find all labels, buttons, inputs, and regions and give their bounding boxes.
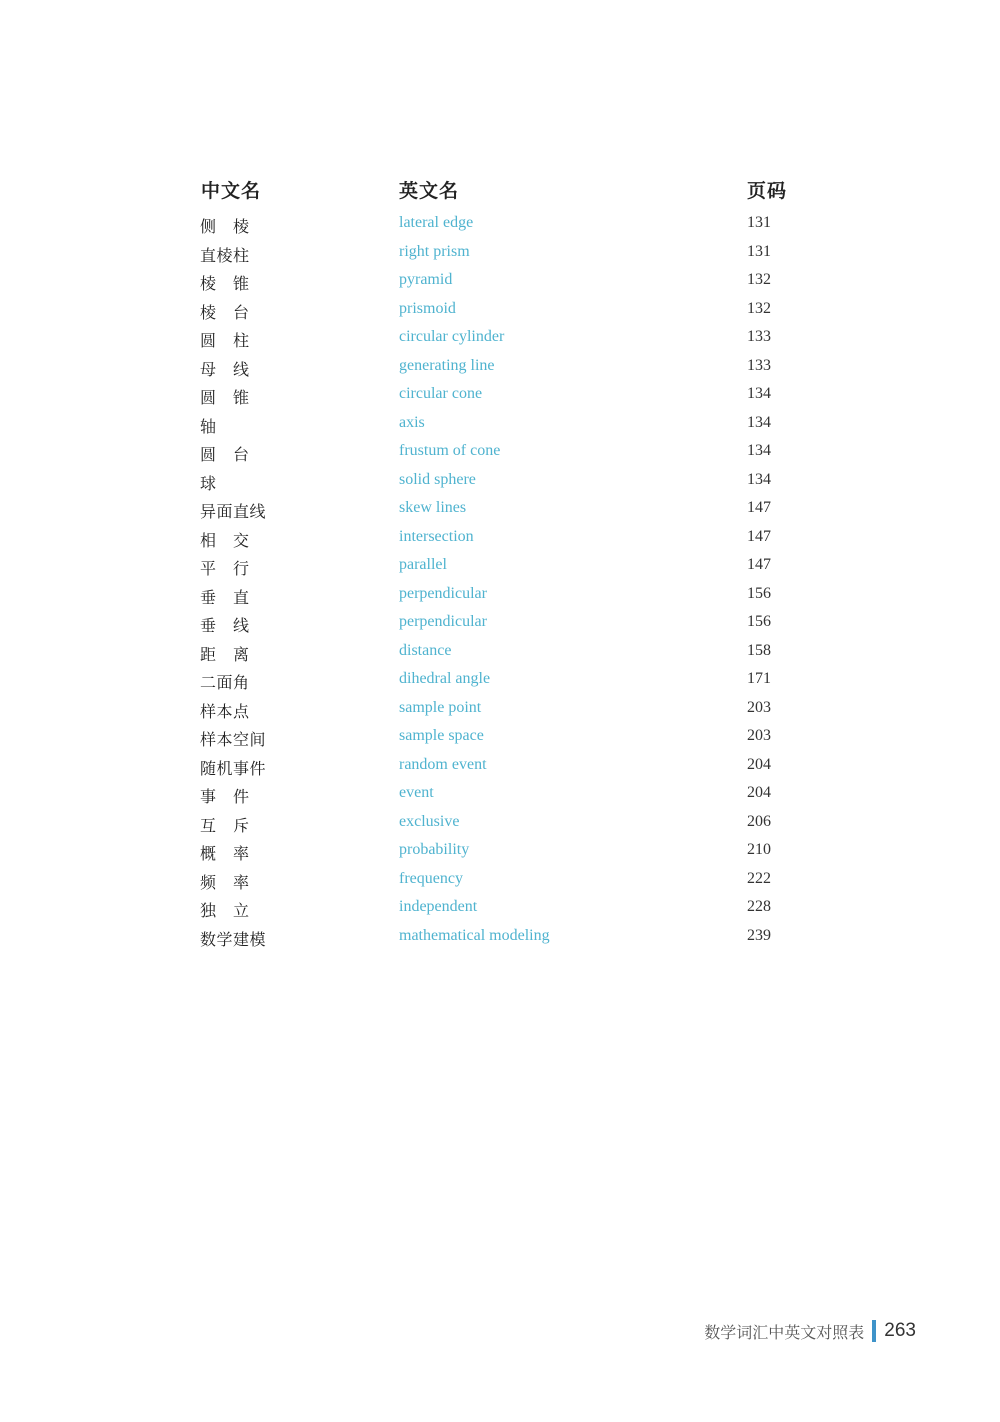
table-row <box>0 582 1000 611</box>
english-term: parallel <box>399 556 447 573</box>
chinese-term: 数学建模 <box>200 929 267 949</box>
header-chinese-name: 中文名 <box>201 180 262 202</box>
english-term: intersection <box>399 527 474 545</box>
page-reference: 228 <box>747 898 771 915</box>
page-reference: 132 <box>747 271 771 288</box>
english-term: lateral edge <box>399 214 474 231</box>
page-reference: 131 <box>747 214 771 231</box>
table-row <box>0 496 1000 525</box>
chinese-term: 球 <box>200 473 217 493</box>
table-row <box>0 753 1000 782</box>
chinese-term: 概 率 <box>200 844 250 863</box>
table-row <box>0 639 1000 668</box>
chinese-term: 相 交 <box>200 530 250 550</box>
english-term: exclusive <box>399 812 460 830</box>
chinese-term: 距 离 <box>200 644 250 664</box>
page-reference: 134 <box>747 385 771 402</box>
table-row <box>0 325 1000 354</box>
table-row <box>0 439 1000 468</box>
english-term: circular cone <box>399 385 483 402</box>
chinese-term: 母 线 <box>200 359 250 379</box>
english-term: sample point <box>399 698 482 716</box>
page-reference: 206 <box>747 812 771 830</box>
english-term: frequency <box>399 869 463 887</box>
chinese-term: 事 件 <box>200 787 250 806</box>
english-term: independent <box>399 898 478 915</box>
chinese-term: 棱 台 <box>200 302 250 322</box>
page-reference: 210 <box>747 841 771 858</box>
table-row <box>0 610 1000 639</box>
table-row <box>0 240 1000 269</box>
english-term: frustum of cone <box>399 442 501 459</box>
chinese-term: 异面直线 <box>200 502 267 521</box>
page-reference: 132 <box>747 299 771 317</box>
english-term: event <box>399 784 434 801</box>
table-row <box>0 867 1000 896</box>
english-term: circular cylinder <box>399 328 505 345</box>
table-row <box>0 268 1000 297</box>
english-term: pyramid <box>399 271 453 288</box>
footer-title: 数学词汇中英文对照表 <box>704 1322 865 1342</box>
english-term: distance <box>399 641 452 659</box>
page-reference: 133 <box>747 328 771 345</box>
page-reference: 203 <box>747 698 771 716</box>
english-term: right prism <box>399 242 470 260</box>
page-reference: 134 <box>747 442 771 459</box>
chinese-term: 随机事件 <box>200 758 267 778</box>
english-term: solid sphere <box>399 470 476 488</box>
page-reference: 134 <box>747 470 771 488</box>
header-english-name: 英文名 <box>399 180 460 202</box>
page-reference: 131 <box>747 242 771 260</box>
english-term: skew lines <box>399 499 467 516</box>
glossary-table <box>0 211 1000 952</box>
table-row <box>0 724 1000 753</box>
page-reference: 204 <box>747 784 771 801</box>
english-term: generating line <box>399 356 495 374</box>
table-row <box>0 354 1000 383</box>
english-term: dihedral angle <box>399 670 491 687</box>
english-term: prismoid <box>399 299 456 317</box>
page-footer <box>704 1318 916 1344</box>
chinese-term: 轴 <box>200 416 217 436</box>
page-reference: 133 <box>747 356 771 374</box>
table-row <box>0 895 1000 924</box>
chinese-term: 圆 柱 <box>200 331 250 350</box>
english-term: perpendicular <box>399 613 487 630</box>
chinese-term: 样本点 <box>200 701 250 721</box>
page-reference: 171 <box>747 670 771 687</box>
chinese-term: 垂 直 <box>200 587 250 607</box>
chinese-term: 侧 棱 <box>200 217 250 236</box>
english-term: axis <box>399 413 425 431</box>
chinese-term: 棱 锥 <box>200 274 250 293</box>
chinese-term: 样本空间 <box>200 730 267 749</box>
chinese-term: 互 斥 <box>200 815 250 835</box>
table-row <box>0 297 1000 326</box>
footer-page-number: 263 <box>884 1320 916 1341</box>
page-reference: 204 <box>747 755 771 773</box>
page-reference: 156 <box>747 584 771 602</box>
chinese-term: 独 立 <box>200 901 250 920</box>
header-page-number: 页码 <box>747 180 788 202</box>
chinese-term: 平 行 <box>200 559 250 578</box>
page-reference: 156 <box>747 613 771 630</box>
english-term: mathematical modeling <box>399 926 550 944</box>
table-row <box>0 553 1000 582</box>
table-row <box>0 411 1000 440</box>
page-reference: 203 <box>747 727 771 744</box>
table-row <box>0 211 1000 240</box>
chinese-term: 频 率 <box>200 872 250 892</box>
chinese-term: 圆 锥 <box>200 388 250 407</box>
english-term: perpendicular <box>399 584 487 602</box>
table-row <box>0 781 1000 810</box>
english-term: probability <box>399 841 470 858</box>
page-reference: 147 <box>747 499 771 516</box>
page-reference: 222 <box>747 869 771 887</box>
page-reference: 134 <box>747 413 771 431</box>
table-row <box>0 468 1000 497</box>
page-reference: 158 <box>747 641 771 659</box>
table-row <box>0 667 1000 696</box>
page-reference: 147 <box>747 556 771 573</box>
chinese-term: 圆 台 <box>200 445 250 464</box>
table-row <box>0 838 1000 867</box>
footer-divider-bar <box>872 1320 876 1342</box>
table-row <box>0 924 1000 953</box>
table-row <box>0 382 1000 411</box>
chinese-term: 直棱柱 <box>200 245 250 265</box>
page-reference: 147 <box>747 527 771 545</box>
chinese-term: 垂 线 <box>200 616 250 635</box>
table-header <box>0 176 1000 206</box>
table-row <box>0 696 1000 725</box>
english-term: random event <box>399 755 487 773</box>
page-reference: 239 <box>747 926 771 944</box>
english-term: sample space <box>399 727 484 744</box>
table-row <box>0 525 1000 554</box>
chinese-term: 二面角 <box>200 673 250 692</box>
table-row <box>0 810 1000 839</box>
